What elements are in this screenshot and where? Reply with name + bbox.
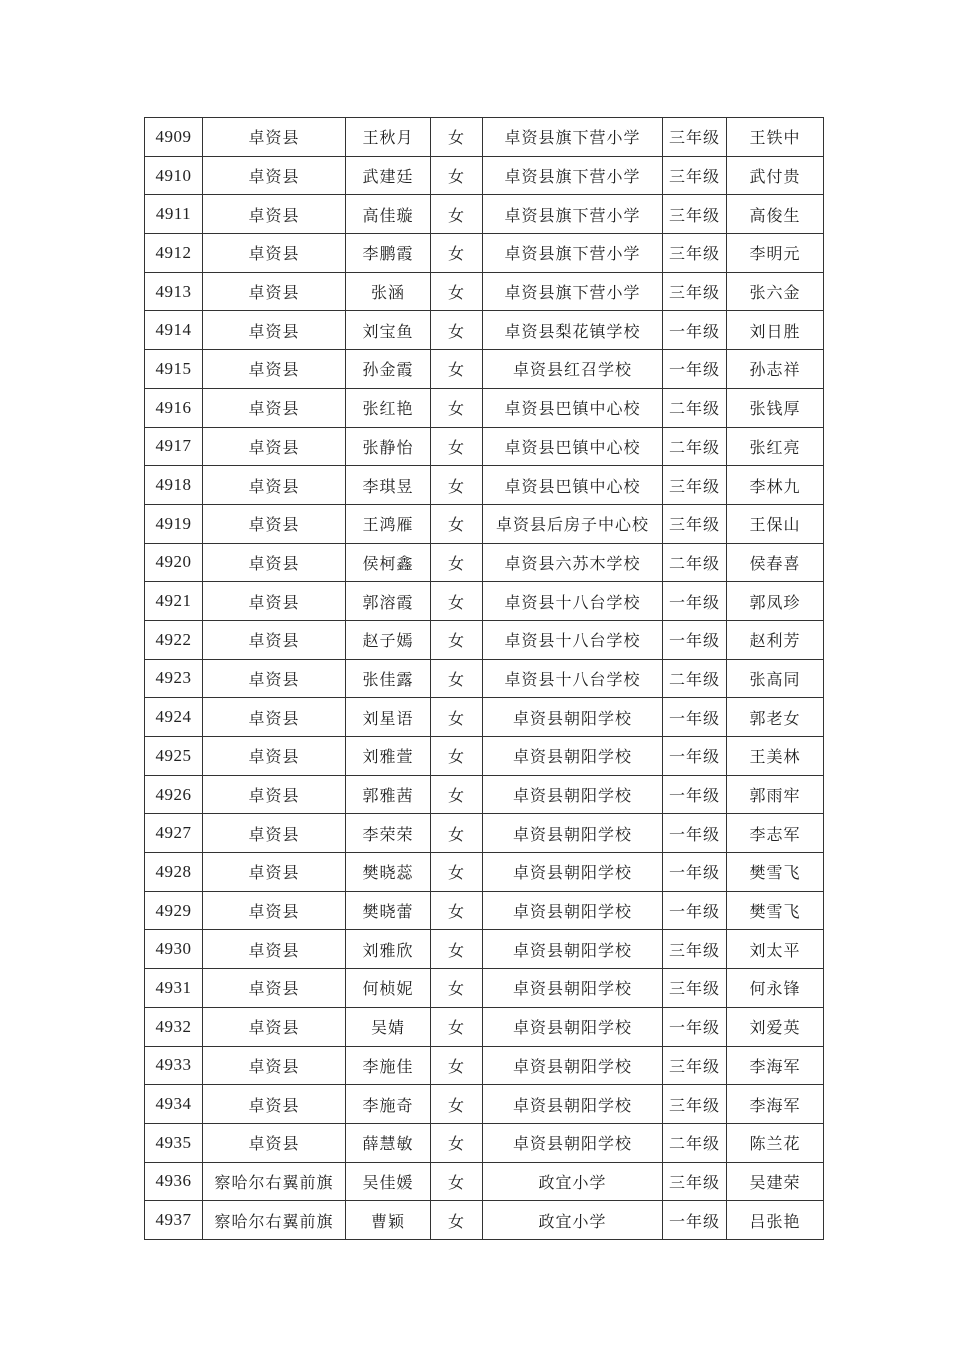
school-cell: 卓资县朝阳学校 <box>483 930 663 969</box>
row-number-cell: 4919 <box>145 504 203 543</box>
row-number-cell: 4936 <box>145 1162 203 1201</box>
gender-cell: 女 <box>431 1201 483 1240</box>
grade-cell: 二年级 <box>663 659 727 698</box>
student-name-cell: 张静怡 <box>346 427 431 466</box>
table-row <box>145 737 824 776</box>
grade-cell: 一年级 <box>663 311 727 350</box>
grade-cell: 三年级 <box>663 156 727 195</box>
guardian-name-cell: 何永锋 <box>727 969 824 1008</box>
school-cell: 卓资县旗下营小学 <box>483 195 663 234</box>
gender-cell: 女 <box>431 1162 483 1201</box>
student-name-cell: 吴婧 <box>346 1007 431 1046</box>
table-row <box>145 466 824 505</box>
school-cell: 卓资县朝阳学校 <box>483 775 663 814</box>
county-cell: 卓资县 <box>203 698 346 737</box>
student-name-cell: 赵子嫣 <box>346 620 431 659</box>
table-row <box>145 543 824 582</box>
row-number-cell: 4909 <box>145 118 203 157</box>
row-number-cell: 4921 <box>145 582 203 621</box>
student-name-cell: 张涵 <box>346 272 431 311</box>
grade-cell: 二年级 <box>663 388 727 427</box>
guardian-name-cell: 侯春喜 <box>727 543 824 582</box>
student-name-cell: 曹颖 <box>346 1201 431 1240</box>
gender-cell: 女 <box>431 427 483 466</box>
grade-cell: 三年级 <box>663 930 727 969</box>
grade-cell: 二年级 <box>663 427 727 466</box>
table-row <box>145 311 824 350</box>
guardian-name-cell: 吴建荣 <box>727 1162 824 1201</box>
school-cell: 卓资县旗下营小学 <box>483 234 663 273</box>
grade-cell: 一年级 <box>663 350 727 389</box>
grade-cell: 三年级 <box>663 234 727 273</box>
county-cell: 卓资县 <box>203 156 346 195</box>
student-name-cell: 王秋月 <box>346 118 431 157</box>
student-name-cell: 何桢妮 <box>346 969 431 1008</box>
county-cell: 察哈尔右翼前旗 <box>203 1201 346 1240</box>
gender-cell: 女 <box>431 891 483 930</box>
table-row <box>145 775 824 814</box>
row-number-cell: 4913 <box>145 272 203 311</box>
row-number-cell: 4911 <box>145 195 203 234</box>
grade-cell: 三年级 <box>663 969 727 1008</box>
county-cell: 卓资县 <box>203 1007 346 1046</box>
table-row <box>145 118 824 157</box>
row-number-cell: 4920 <box>145 543 203 582</box>
county-cell: 卓资县 <box>203 737 346 776</box>
guardian-name-cell: 刘太平 <box>727 930 824 969</box>
student-name-cell: 李施奇 <box>346 1085 431 1124</box>
county-cell: 卓资县 <box>203 853 346 892</box>
grade-cell: 一年级 <box>663 737 727 776</box>
grade-cell: 三年级 <box>663 195 727 234</box>
student-name-cell: 刘宝鱼 <box>346 311 431 350</box>
student-name-cell: 郭溶霞 <box>346 582 431 621</box>
row-number-cell: 4916 <box>145 388 203 427</box>
county-cell: 卓资县 <box>203 620 346 659</box>
gender-cell: 女 <box>431 582 483 621</box>
gender-cell: 女 <box>431 504 483 543</box>
student-name-cell: 刘星语 <box>346 698 431 737</box>
county-cell: 卓资县 <box>203 388 346 427</box>
county-cell: 卓资县 <box>203 311 346 350</box>
row-number-cell: 4934 <box>145 1085 203 1124</box>
gender-cell: 女 <box>431 350 483 389</box>
school-cell: 卓资县朝阳学校 <box>483 969 663 1008</box>
row-number-cell: 4926 <box>145 775 203 814</box>
guardian-name-cell: 刘日胜 <box>727 311 824 350</box>
gender-cell: 女 <box>431 814 483 853</box>
guardian-name-cell: 吕张艳 <box>727 1201 824 1240</box>
grade-cell: 三年级 <box>663 466 727 505</box>
county-cell: 卓资县 <box>203 659 346 698</box>
gender-cell: 女 <box>431 311 483 350</box>
student-name-cell: 张红艳 <box>346 388 431 427</box>
student-name-cell: 樊晓蕊 <box>346 853 431 892</box>
school-cell: 卓资县朝阳学校 <box>483 1085 663 1124</box>
table-row <box>145 1201 824 1240</box>
student-name-cell: 侯柯鑫 <box>346 543 431 582</box>
row-number-cell: 4918 <box>145 466 203 505</box>
gender-cell: 女 <box>431 1007 483 1046</box>
gender-cell: 女 <box>431 969 483 1008</box>
row-number-cell: 4937 <box>145 1201 203 1240</box>
grade-cell: 一年级 <box>663 620 727 659</box>
county-cell: 卓资县 <box>203 814 346 853</box>
gender-cell: 女 <box>431 737 483 776</box>
guardian-name-cell: 樊雪飞 <box>727 853 824 892</box>
table-row <box>145 1123 824 1162</box>
school-cell: 卓资县朝阳学校 <box>483 737 663 776</box>
table-row <box>145 195 824 234</box>
school-cell: 卓资县六苏木学校 <box>483 543 663 582</box>
grade-cell: 三年级 <box>663 1085 727 1124</box>
student-name-cell: 郭雅茜 <box>346 775 431 814</box>
table-row <box>145 1007 824 1046</box>
school-cell: 政宜小学 <box>483 1201 663 1240</box>
county-cell: 卓资县 <box>203 775 346 814</box>
table-row <box>145 853 824 892</box>
guardian-name-cell: 王铁中 <box>727 118 824 157</box>
school-cell: 卓资县巴镇中心校 <box>483 427 663 466</box>
student-name-cell: 李琪昱 <box>346 466 431 505</box>
guardian-name-cell: 李林九 <box>727 466 824 505</box>
school-cell: 卓资县后房子中心校 <box>483 504 663 543</box>
guardian-name-cell: 郭雨牢 <box>727 775 824 814</box>
table-row <box>145 504 824 543</box>
school-cell: 卓资县朝阳学校 <box>483 1123 663 1162</box>
school-cell: 卓资县梨花镇学校 <box>483 311 663 350</box>
row-number-cell: 4930 <box>145 930 203 969</box>
school-cell: 卓资县朝阳学校 <box>483 1046 663 1085</box>
grade-cell: 一年级 <box>663 891 727 930</box>
grade-cell: 三年级 <box>663 118 727 157</box>
grade-cell: 一年级 <box>663 582 727 621</box>
guardian-name-cell: 赵利芳 <box>727 620 824 659</box>
guardian-name-cell: 郭老女 <box>727 698 824 737</box>
row-number-cell: 4935 <box>145 1123 203 1162</box>
county-cell: 卓资县 <box>203 118 346 157</box>
county-cell: 卓资县 <box>203 504 346 543</box>
grade-cell: 二年级 <box>663 1123 727 1162</box>
gender-cell: 女 <box>431 775 483 814</box>
student-name-cell: 王鸿雁 <box>346 504 431 543</box>
county-cell: 卓资县 <box>203 930 346 969</box>
county-cell: 卓资县 <box>203 1085 346 1124</box>
guardian-name-cell: 李志军 <box>727 814 824 853</box>
county-cell: 卓资县 <box>203 195 346 234</box>
student-name-cell: 樊晓蕾 <box>346 891 431 930</box>
school-cell: 卓资县朝阳学校 <box>483 891 663 930</box>
guardian-name-cell: 王美林 <box>727 737 824 776</box>
grade-cell: 一年级 <box>663 814 727 853</box>
grade-cell: 三年级 <box>663 1046 727 1085</box>
table-row <box>145 620 824 659</box>
grade-cell: 一年级 <box>663 1201 727 1240</box>
roster-body <box>145 118 824 1240</box>
table-row <box>145 582 824 621</box>
school-cell: 政宜小学 <box>483 1162 663 1201</box>
school-cell: 卓资县巴镇中心校 <box>483 388 663 427</box>
student-name-cell: 李施佳 <box>346 1046 431 1085</box>
grade-cell: 二年级 <box>663 543 727 582</box>
gender-cell: 女 <box>431 1046 483 1085</box>
gender-cell: 女 <box>431 659 483 698</box>
guardian-name-cell: 李海军 <box>727 1085 824 1124</box>
row-number-cell: 4915 <box>145 350 203 389</box>
row-number-cell: 4910 <box>145 156 203 195</box>
row-number-cell: 4924 <box>145 698 203 737</box>
county-cell: 卓资县 <box>203 272 346 311</box>
student-name-cell: 刘雅欣 <box>346 930 431 969</box>
guardian-name-cell: 樊雪飞 <box>727 891 824 930</box>
school-cell: 卓资县十八台学校 <box>483 582 663 621</box>
grade-cell: 一年级 <box>663 698 727 737</box>
guardian-name-cell: 陈兰花 <box>727 1123 824 1162</box>
gender-cell: 女 <box>431 1085 483 1124</box>
student-name-cell: 刘雅萱 <box>346 737 431 776</box>
school-cell: 卓资县朝阳学校 <box>483 1007 663 1046</box>
gender-cell: 女 <box>431 118 483 157</box>
grade-cell: 三年级 <box>663 504 727 543</box>
gender-cell: 女 <box>431 466 483 505</box>
gender-cell: 女 <box>431 930 483 969</box>
row-number-cell: 4927 <box>145 814 203 853</box>
county-cell: 卓资县 <box>203 466 346 505</box>
table-row <box>145 969 824 1008</box>
guardian-name-cell: 李海军 <box>727 1046 824 1085</box>
gender-cell: 女 <box>431 853 483 892</box>
row-number-cell: 4931 <box>145 969 203 1008</box>
gender-cell: 女 <box>431 1123 483 1162</box>
table-row <box>145 350 824 389</box>
school-cell: 卓资县旗下营小学 <box>483 118 663 157</box>
grade-cell: 三年级 <box>663 272 727 311</box>
table-row <box>145 659 824 698</box>
school-cell: 卓资县十八台学校 <box>483 620 663 659</box>
roster-table <box>144 117 824 1240</box>
table-row <box>145 427 824 466</box>
school-cell: 卓资县红召学校 <box>483 350 663 389</box>
student-name-cell: 李鹏霞 <box>346 234 431 273</box>
table-row <box>145 272 824 311</box>
guardian-name-cell: 王保山 <box>727 504 824 543</box>
guardian-name-cell: 张六金 <box>727 272 824 311</box>
student-name-cell: 武建廷 <box>346 156 431 195</box>
gender-cell: 女 <box>431 272 483 311</box>
county-cell: 卓资县 <box>203 891 346 930</box>
guardian-name-cell: 武付贵 <box>727 156 824 195</box>
county-cell: 卓资县 <box>203 427 346 466</box>
table-row <box>145 814 824 853</box>
student-name-cell: 高佳璇 <box>346 195 431 234</box>
table-row <box>145 156 824 195</box>
student-name-cell: 薛慧敏 <box>346 1123 431 1162</box>
school-cell: 卓资县朝阳学校 <box>483 698 663 737</box>
student-name-cell: 李荣荣 <box>346 814 431 853</box>
row-number-cell: 4925 <box>145 737 203 776</box>
school-cell: 卓资县朝阳学校 <box>483 853 663 892</box>
grade-cell: 三年级 <box>663 1162 727 1201</box>
guardian-name-cell: 李明元 <box>727 234 824 273</box>
table-row <box>145 1085 824 1124</box>
gender-cell: 女 <box>431 388 483 427</box>
student-name-cell: 吴佳媛 <box>346 1162 431 1201</box>
gender-cell: 女 <box>431 698 483 737</box>
guardian-name-cell: 张钱厚 <box>727 388 824 427</box>
table-row <box>145 234 824 273</box>
gender-cell: 女 <box>431 543 483 582</box>
school-cell: 卓资县旗下营小学 <box>483 272 663 311</box>
school-cell: 卓资县十八台学校 <box>483 659 663 698</box>
table-row <box>145 698 824 737</box>
row-number-cell: 4912 <box>145 234 203 273</box>
guardian-name-cell: 高俊生 <box>727 195 824 234</box>
guardian-name-cell: 孙志祥 <box>727 350 824 389</box>
gender-cell: 女 <box>431 620 483 659</box>
row-number-cell: 4914 <box>145 311 203 350</box>
row-number-cell: 4917 <box>145 427 203 466</box>
county-cell: 卓资县 <box>203 1046 346 1085</box>
school-cell: 卓资县旗下营小学 <box>483 156 663 195</box>
grade-cell: 一年级 <box>663 775 727 814</box>
county-cell: 卓资县 <box>203 350 346 389</box>
gender-cell: 女 <box>431 234 483 273</box>
grade-cell: 一年级 <box>663 853 727 892</box>
gender-cell: 女 <box>431 195 483 234</box>
guardian-name-cell: 郭凤珍 <box>727 582 824 621</box>
table-row <box>145 1162 824 1201</box>
table-row <box>145 891 824 930</box>
guardian-name-cell: 张高同 <box>727 659 824 698</box>
county-cell: 卓资县 <box>203 969 346 1008</box>
guardian-name-cell: 刘爱英 <box>727 1007 824 1046</box>
row-number-cell: 4923 <box>145 659 203 698</box>
school-cell: 卓资县巴镇中心校 <box>483 466 663 505</box>
school-cell: 卓资县朝阳学校 <box>483 814 663 853</box>
row-number-cell: 4928 <box>145 853 203 892</box>
county-cell: 卓资县 <box>203 582 346 621</box>
county-cell: 卓资县 <box>203 543 346 582</box>
table-row <box>145 388 824 427</box>
row-number-cell: 4922 <box>145 620 203 659</box>
gender-cell: 女 <box>431 156 483 195</box>
student-name-cell: 孙金霞 <box>346 350 431 389</box>
county-cell: 卓资县 <box>203 1123 346 1162</box>
row-number-cell: 4933 <box>145 1046 203 1085</box>
county-cell: 察哈尔右翼前旗 <box>203 1162 346 1201</box>
table-row <box>145 930 824 969</box>
grade-cell: 一年级 <box>663 1007 727 1046</box>
student-name-cell: 张佳露 <box>346 659 431 698</box>
row-number-cell: 4929 <box>145 891 203 930</box>
table-row <box>145 1046 824 1085</box>
guardian-name-cell: 张红亮 <box>727 427 824 466</box>
county-cell: 卓资县 <box>203 234 346 273</box>
row-number-cell: 4932 <box>145 1007 203 1046</box>
